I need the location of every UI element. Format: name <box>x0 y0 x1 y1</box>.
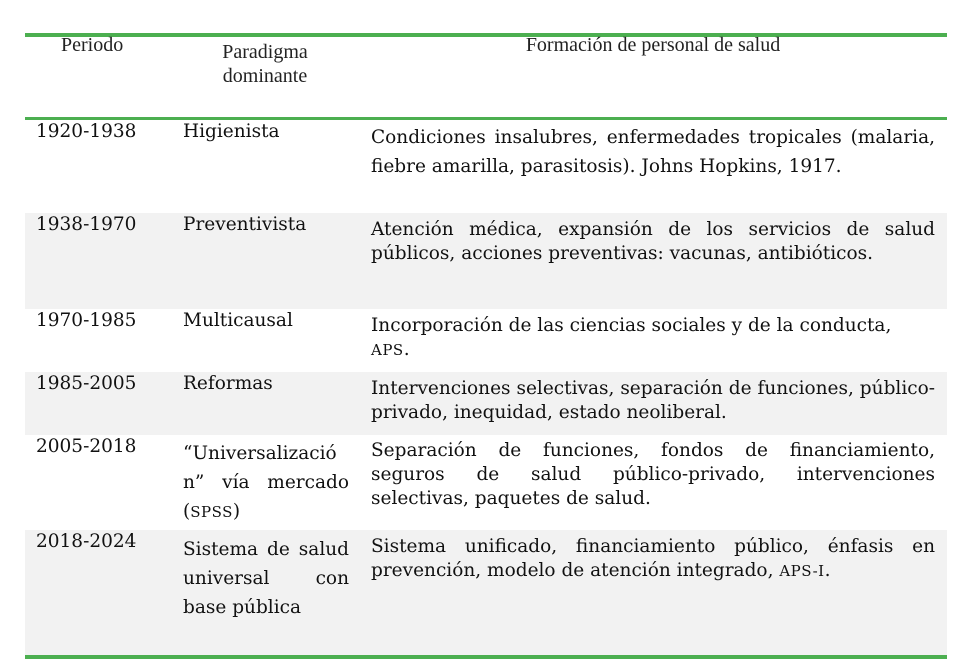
period-cell: 1970-1985 <box>36 310 137 331</box>
paradigm-text: “Universalización” vía mercado ( <box>183 443 349 522</box>
header-paradigm: Paradigma dominante <box>222 41 308 87</box>
training-text: Sistema unificado, financiamiento público, énfasis en prevención, modelo de atención integrado, <box>371 536 935 581</box>
table-bottom-rule <box>25 655 947 659</box>
paradigm-cell: Reformas <box>183 373 273 394</box>
table-row <box>25 530 947 655</box>
training-text: Incorporación de las ciencias sociales y de la conducta, <box>371 315 892 336</box>
training-cell: Condiciones insalubres, enfermedades tropicales (malaria, fiebre amarilla, parasitosis). Johns Hopkins, 1917. <box>371 127 935 177</box>
paradigm-cell: Preventivista <box>183 214 307 235</box>
paradigm-cell: Higienista <box>183 121 280 142</box>
period-cell: 1920-1938 <box>36 121 137 142</box>
training-end: . <box>824 560 831 581</box>
period-cell: 2005-2018 <box>36 436 137 457</box>
header-training: Formación de personal de salud <box>525 34 781 56</box>
training-end: . <box>403 339 410 360</box>
training-cell: Atención médica, expansión de los servicios de salud públicos, acciones preventivas: vacunas, antibióticos. <box>371 219 935 264</box>
table-row <box>25 120 947 213</box>
paradigm-cell: Sistema de salud universal con base pública <box>183 539 349 618</box>
table-row <box>25 213 947 309</box>
training-cell: Intervenciones selectivas, separación de funciones, público-privado, inequidad, estado neoliberal. <box>371 378 935 423</box>
period-cell: 1985-2005 <box>36 373 137 394</box>
paradigm-end: ) <box>232 501 241 522</box>
header-period: Periodo <box>61 34 124 56</box>
period-cell: 1938-1970 <box>36 214 137 235</box>
paradigm-cell: Multicausal <box>183 310 293 331</box>
period-cell: 2018-2024 <box>36 531 137 552</box>
paradigm-cell <box>183 439 349 527</box>
spss-abbreviation: SPSS <box>190 503 233 521</box>
aps-i-abbreviation: APS-I <box>779 562 825 580</box>
training-cell <box>371 535 935 583</box>
table-row <box>25 372 947 435</box>
table-row <box>25 435 947 530</box>
training-cell <box>371 314 935 362</box>
aps-abbreviation: APS <box>371 341 404 359</box>
training-cell: Separación de funciones, fondos de financiamiento, seguros de salud público-privado, intervenciones selectivas, paquetes de salud. <box>371 440 935 509</box>
table-row <box>25 309 947 372</box>
